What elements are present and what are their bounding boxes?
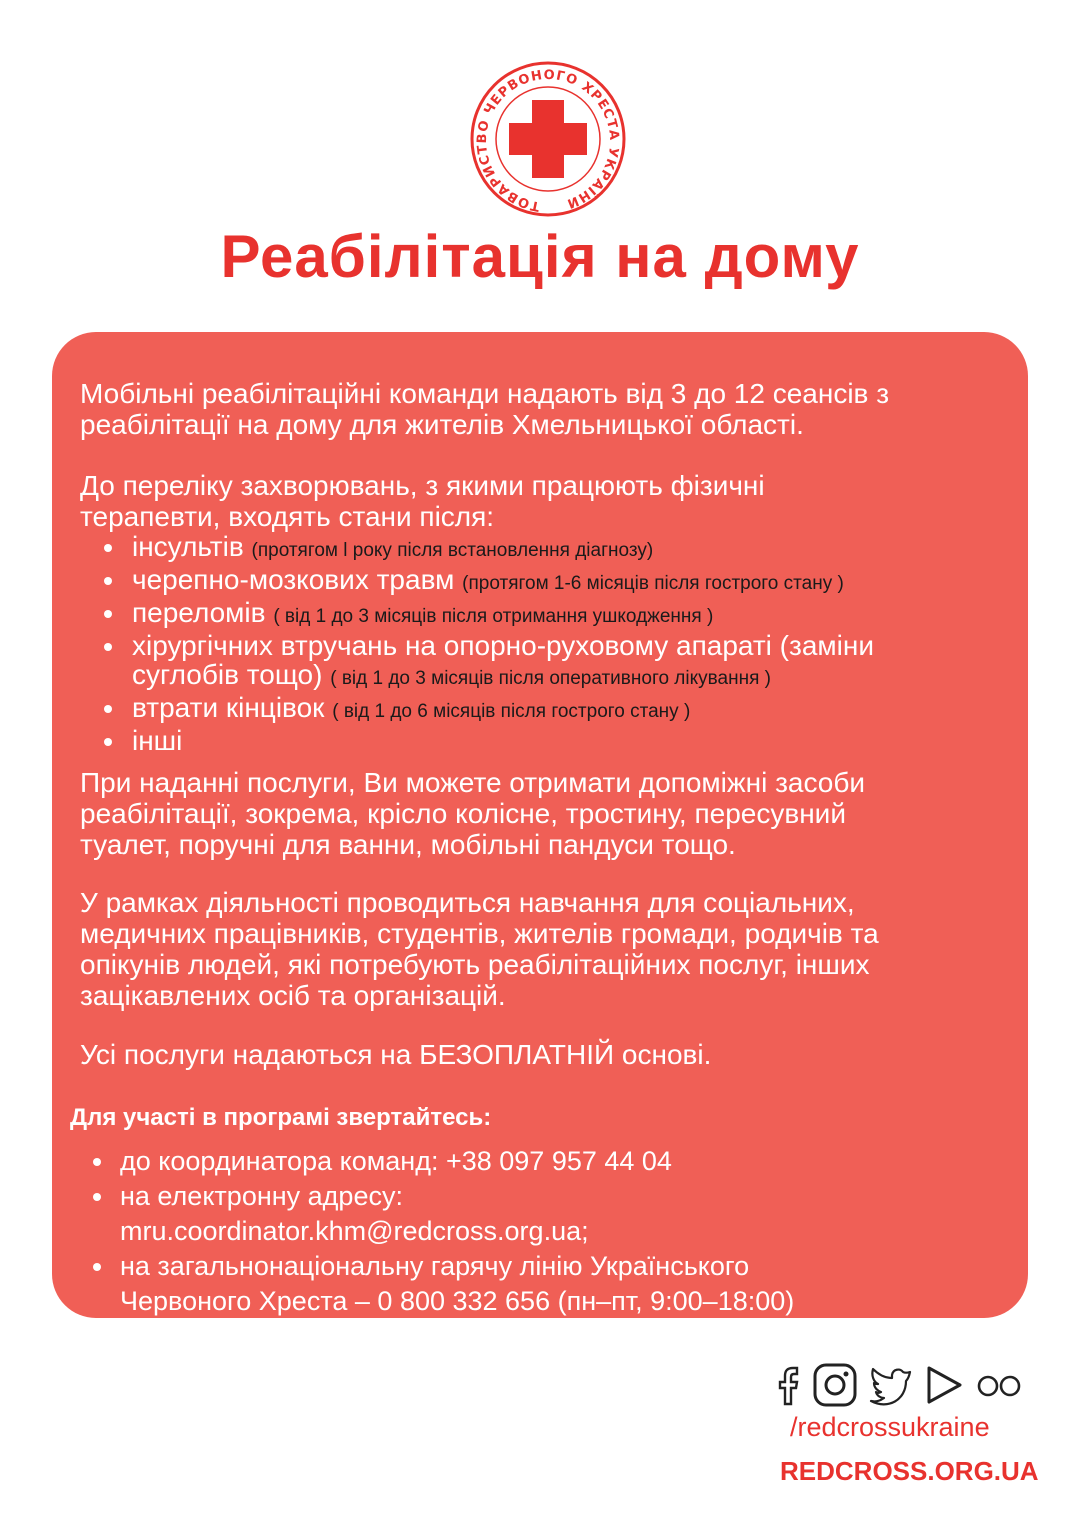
training-line-1: У рамках діяльності проводиться навчання для соціальних, bbox=[80, 887, 855, 918]
contact-email bbox=[90, 1179, 1010, 1249]
training-line-3: опікунів людей, які потребують реабілітаційних послуг, інших bbox=[80, 949, 870, 980]
red-cross-logo bbox=[470, 58, 626, 218]
instagram-icon[interactable] bbox=[812, 1362, 858, 1408]
twitter-icon[interactable] bbox=[868, 1362, 914, 1408]
contact-phone bbox=[90, 1144, 1010, 1179]
condition-label-cont: суглобів тощо) bbox=[132, 659, 323, 690]
conditions-lead-2: терапевти, входять стани після: bbox=[80, 501, 495, 532]
training-line-4: зацікавлених осіб та організацій. bbox=[80, 980, 506, 1011]
contact-hotline-line-1: на загальнонаціональну гарячу лінію Українського bbox=[120, 1251, 750, 1281]
condition-label: втрати кінцівок bbox=[132, 692, 325, 723]
intro-line-2: реабілітації на дому для жителів Хмельницької області. bbox=[80, 409, 804, 440]
facebook-icon[interactable] bbox=[776, 1362, 802, 1408]
list-item bbox=[100, 532, 1000, 565]
contacts-list bbox=[90, 1144, 1010, 1319]
condition-note: (протягом 1-6 місяців після гострого стану ) bbox=[462, 573, 844, 594]
list-item bbox=[100, 565, 1000, 598]
contacts-heading: Для участі в програмі звертайтесь: bbox=[70, 1104, 492, 1131]
condition-note: ( від 1 до 6 місяців після гострого стану ) bbox=[332, 701, 691, 722]
condition-note: ( від 1 до 3 місяців після отримання ушкодження ) bbox=[273, 606, 714, 627]
free-services-note: Усі послуги надаються на БЕЗОПЛАТНІЙ основі. bbox=[80, 1039, 712, 1070]
conditions-list bbox=[100, 532, 1000, 755]
social-icons bbox=[776, 1362, 1032, 1408]
condition-label: інші bbox=[132, 725, 183, 756]
condition-label: переломів bbox=[132, 597, 266, 628]
contact-email-label: на електронну адресу: bbox=[120, 1181, 403, 1211]
condition-label: хірургічних втручань на опорно-руховому апараті (заміни bbox=[132, 630, 874, 661]
aids-line-2: реабілітації, зокрема, крісло колісне, тростину, пересувний bbox=[80, 798, 846, 829]
contact-phone-text: до координатора команд: +38 097 957 44 04 bbox=[120, 1146, 672, 1176]
flickr-icon[interactable] bbox=[974, 1362, 1024, 1408]
list-item bbox=[100, 631, 1000, 693]
conditions-lead-1: До переліку захворювань, з якими працюють фізичні bbox=[80, 470, 765, 501]
aids-line-3: туалет, поручні для ванни, мобільні пандуси тощо. bbox=[80, 829, 736, 860]
youtube-icon[interactable] bbox=[924, 1362, 964, 1408]
aids-line-1: При наданні послуги, Ви можете отримати допоміжні засоби bbox=[80, 767, 866, 798]
social-handle[interactable]: /redcrossukraine bbox=[790, 1412, 990, 1442]
page-title: Реабілітація на дому bbox=[220, 223, 860, 290]
logo-ring-text: ТОВАРИСТВО ЧЕРВОНОГО ХРЕСТА УКРАЇНИ bbox=[474, 67, 622, 214]
list-item bbox=[100, 598, 1000, 631]
contact-email-link[interactable]: mru.coordinator.khm@redcross.org.ua; bbox=[120, 1216, 589, 1246]
list-item bbox=[100, 693, 1000, 726]
intro-line-1: Мобільні реабілітаційні команди надають від 3 до 12 сеансів з bbox=[80, 378, 890, 409]
condition-note: ( від 1 до 3 місяців після оперативного лікування ) bbox=[330, 668, 771, 689]
list-item bbox=[100, 726, 1000, 755]
contact-hotline bbox=[90, 1249, 1010, 1319]
condition-label: черепно-мозкових травм bbox=[132, 564, 455, 595]
contact-hotline-line-2: Червоного Хреста – 0 800 332 656 (пн–пт, 9:00–18:00) bbox=[120, 1286, 795, 1316]
website-link[interactable]: REDCROSS.ORG.UA bbox=[780, 1456, 1039, 1486]
training-line-2: медичних працівників, студентів, жителів громади, родичів та bbox=[80, 918, 879, 949]
condition-note: (протягом l року після встановлення діагнозу) bbox=[251, 540, 654, 561]
condition-label: інсультів bbox=[132, 531, 244, 562]
